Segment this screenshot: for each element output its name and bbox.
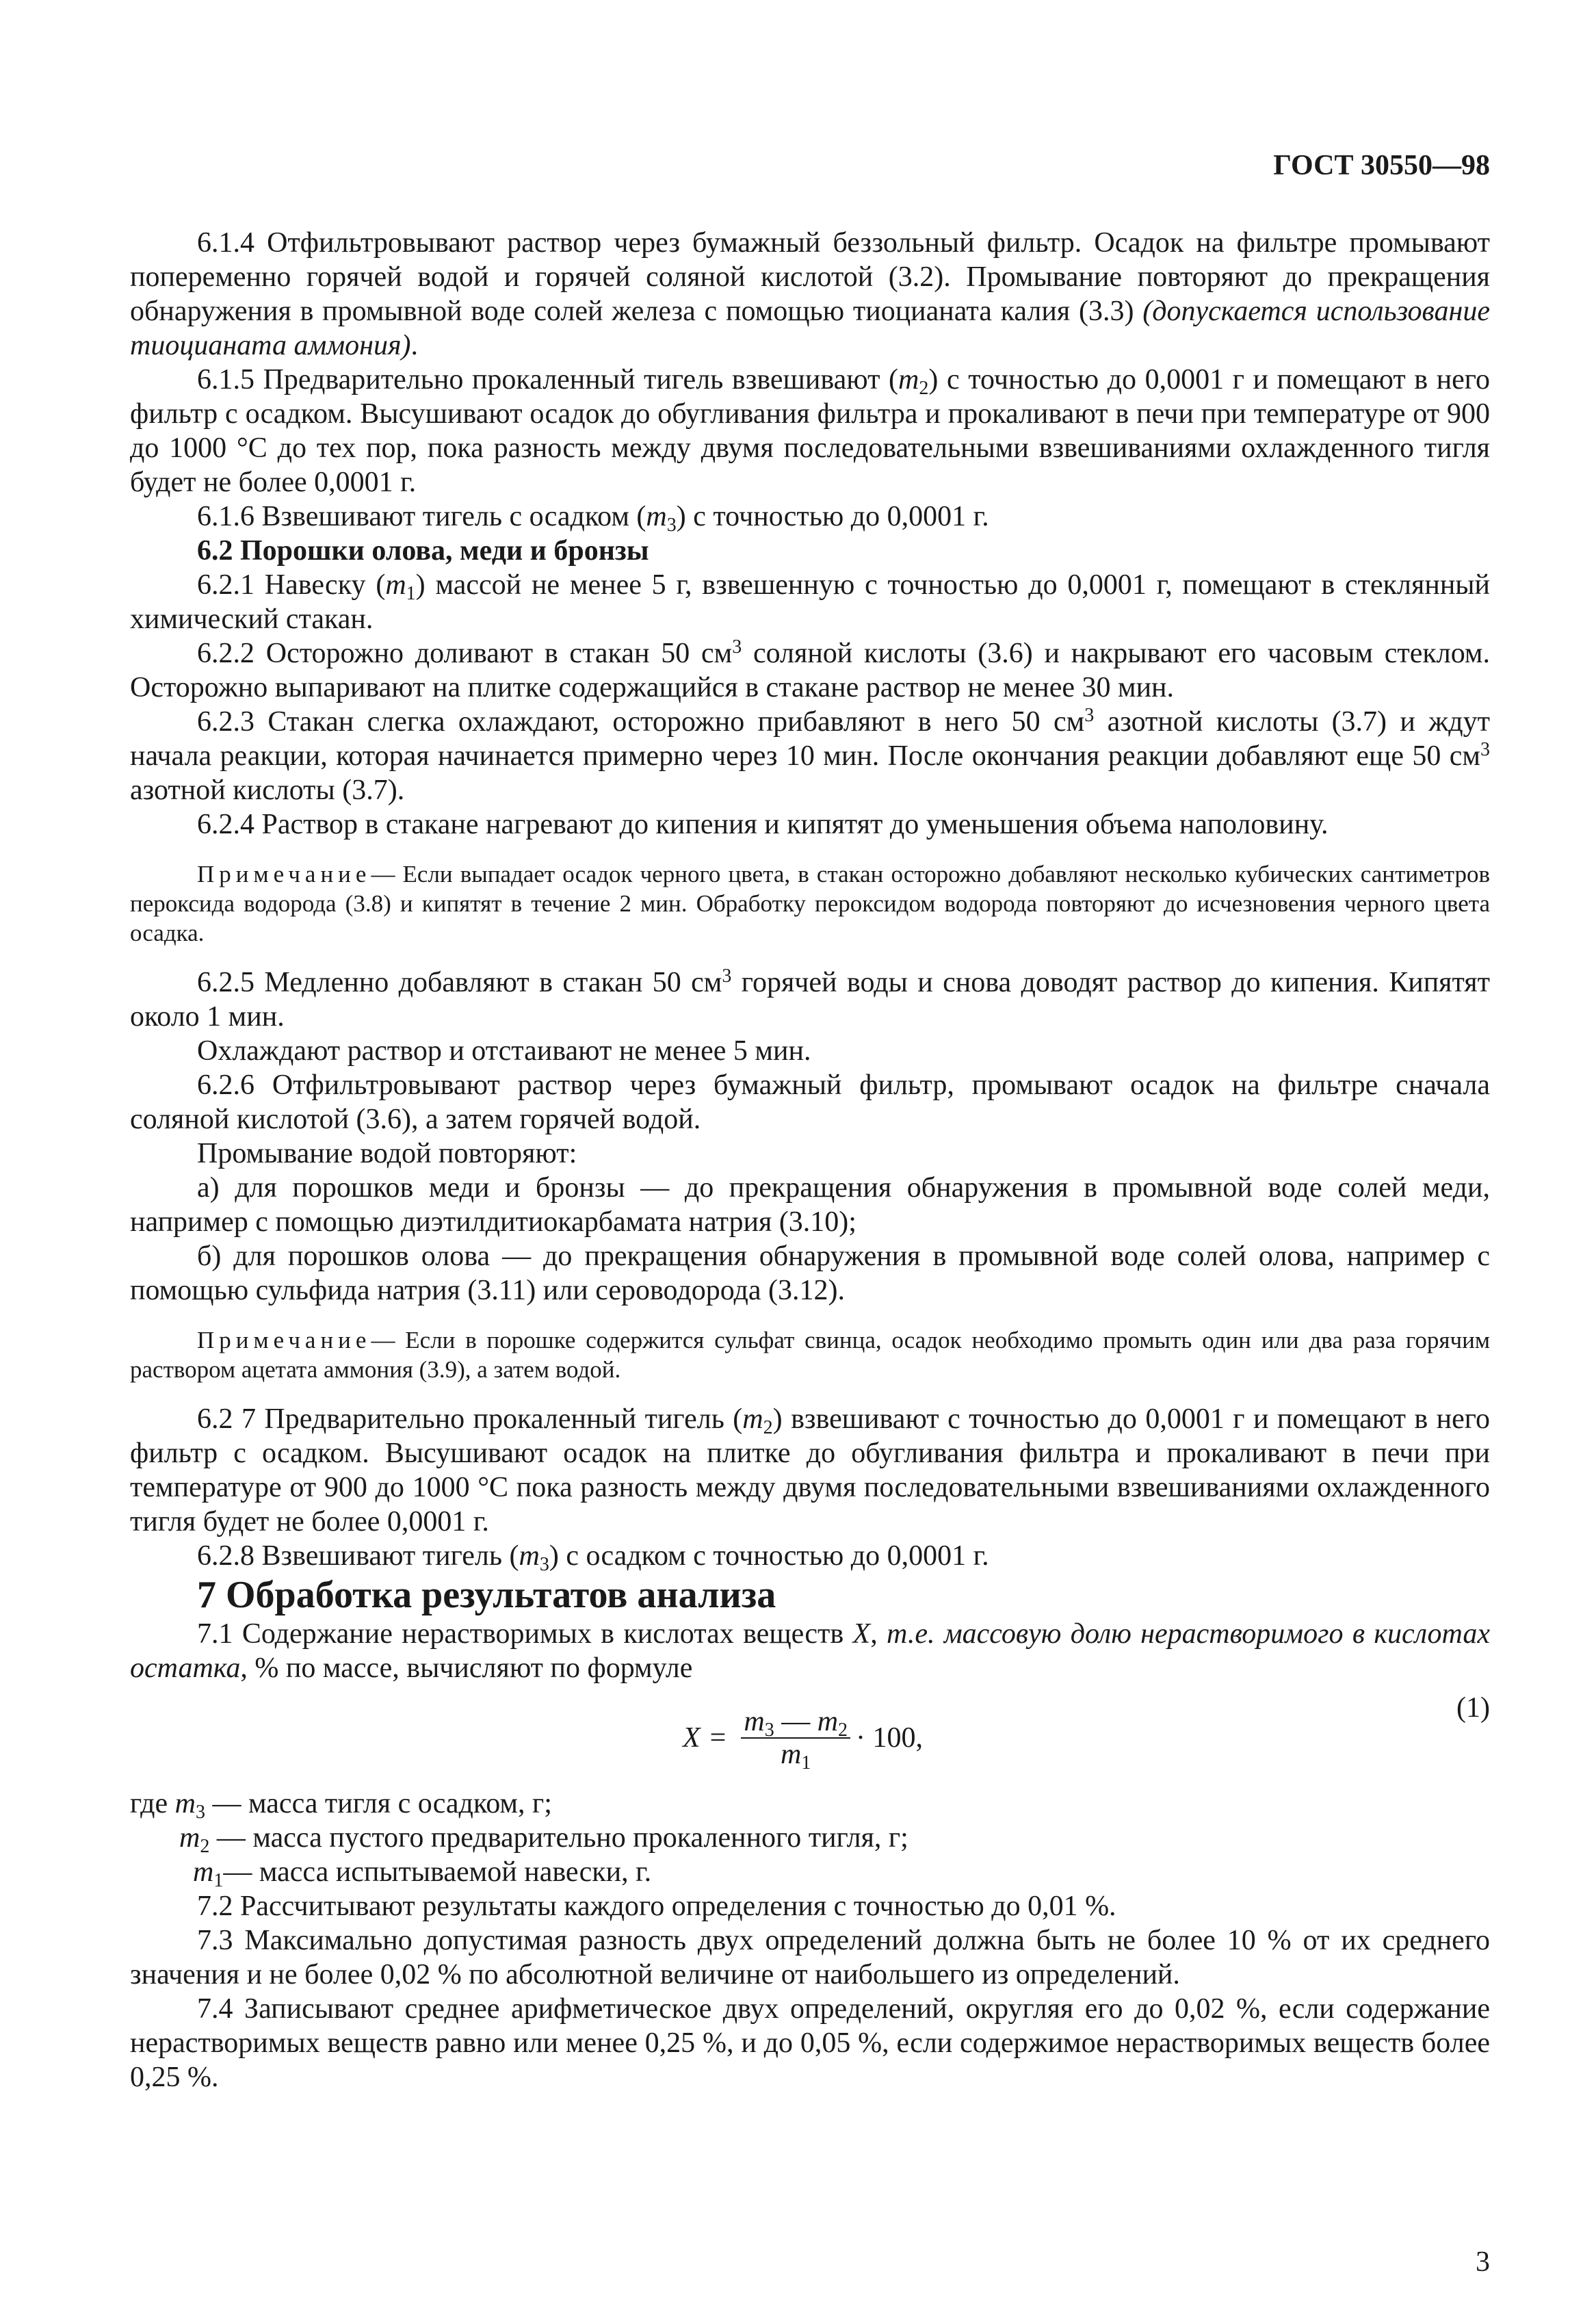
- paragraph-6-2-7: 6.2 7 Предварительно прокаленный тигель $(m_2)$ взвешивают с точностью до 0,0001 г и помещают в него фильтр с осадком. Высушивают осадок на плитке до обугливания фильтра и прокаливают в печи при температуре от 900 до 1000 °C пока разность между двумя последовательными взвешиваниями охлажденного тигля будет не более 0,0001 г.: [130, 1403, 1490, 1537]
- formula-fraction: [741, 1706, 850, 1774]
- formula-number: (1): [1456, 1692, 1490, 1724]
- paragraph-6-2-6-b: Промывание водой повторяют:: [197, 1138, 577, 1169]
- paragraph-7-1: 7.1 Содержание нерастворимых в кислотах веществ X, т.е. массовую долю нерастворимого в кислотах остатка, % по массе, вычисляют по формуле: [130, 1618, 1491, 1684]
- formula-numerator: $m_3$ — $m_2$: [741, 1706, 850, 1739]
- paragraph-6-2-2: 6.2.2 Осторожно доливают в стакан 50 $см^3$ соляной кислоты (3.6) и накрывают его часовым стеклом. Осторожно выпаривают на плитке содержащийся в стакане раствор не менее 30 мин.: [130, 636, 1490, 703]
- list-item-a: а) для порошков меди и бронзы — до прекращения обнаружения в промывной воде солей меди, например с помощью диэтилдитиокарбамата натрия (3.10);: [130, 1172, 1490, 1238]
- paragraph-7-2: 7.2 Рассчитывают результаты каждого определения с точностью до 0,01 %.: [197, 1891, 1116, 1922]
- legend-row: $m_1—$ масса испытываемой навески, г.: [193, 1856, 652, 1891]
- legend-row: $m_2$ — масса пустого предварительно прокаленного тигля, г;: [179, 1822, 908, 1857]
- formula-lhs: X: [683, 1722, 701, 1754]
- paragraph-6-1-4: 6.1.4 Отфильтровывают раствор через бумажный беззольный фильтр. Осадок на фильтре промывают попеременно горячей водой и горячей соляной кислотой (3.2). Промывание повторяют до прекращения обнаружения в промывной воде солей железа с помощью тиоцианата калия (3.3) (допускается использование тиоцианата аммония).: [130, 227, 1490, 361]
- paragraph-6-2-6: 6.2.6 Отфильтровывают раствор через бумажный фильтр, промывают осадок на фильтре сначала соляной кислотой (3.6), а затем горячей водой.: [130, 1069, 1490, 1135]
- subsection-6-2-title: 6.2 Порошки олова, меди и бронзы: [197, 535, 649, 567]
- paragraph-6-2-3: 6.2.3 Стакан слегка охлаждают, осторожно прибавляют в него 50 $см^3$ азотной кислоты (3.7) и ждут начала реакции, которая начинается примерно через 10 мин. После окончания реакции добавляют еще 50 $см^3$ азотной кислоты (3.7).: [130, 705, 1491, 806]
- paragraph-7-3: 7.3 Максимально допустимая разность двух определений должна быть не более 10 % от их среднего значения и не более 0,02 % по абсолютной величине от наибольшего из определений.: [130, 1925, 1490, 1990]
- formula-denominator: $m_1$: [781, 1739, 811, 1774]
- section-7-title: 7 Обработка результатов анализа: [197, 1574, 776, 1616]
- document-body: [130, 226, 1490, 2094]
- formula-1: [130, 1691, 1490, 1773]
- paragraph-6-2-1: 6.2.1 Навеску $(m_1)$ массой не менее 5 г, взвешенную с точностью до 0,0001 г, помещают в стеклянный химический стакан.: [130, 569, 1490, 635]
- paragraph-6-1-5: 6.1.5 Предварительно прокаленный тигель взвешивают $(m_2)$ с точностью до 0,0001 г и помещают в него фильтр с осадком. Высушивают осадок до обугливания фильтра и прокаливают в печи при температуре от 900 до 1000 °C до тех пор, пока разность между двумя последовательными взвешиваниями охлажденного тигля будет не более 0,0001 г.: [130, 364, 1490, 498]
- paragraph-6-2-4: 6.2.4 Раствор в стакане нагревают до кипения и кипятят до уменьшения объема наполовину.: [197, 809, 1329, 840]
- list-item-b: б) для порошков олова — до прекращения обнаружения в промывной воде солей олова, например с помощью сульфида натрия (3.11) или сероводорода (3.12).: [130, 1241, 1490, 1306]
- note-1: Примечание— Если выпадает осадок черного цвета, в стакан осторожно добавляют несколько кубических сантиметров пероксида водорода (3.8) и кипятят в течение 2 мин. Обработку пероксидом водорода повторяют до исчезновения черного цвета осадка.: [130, 861, 1490, 946]
- document-header: ГОСТ 30550—98: [1273, 150, 1490, 181]
- paragraph-6-2-5: 6.2.5 Медленно добавляют в стакан 50 $см^3$ горячей воды и снова доводят раствор до кипения. Кипятят около 1 мин.: [130, 965, 1490, 1033]
- paragraph-6-1-6: 6.1.6 Взвешивают тигель с осадком $(m_3)$ с точностью до 0,0001 г.: [197, 501, 989, 536]
- page-number: 3: [1476, 2246, 1490, 2278]
- formula-tail: · 100,: [856, 1722, 924, 1754]
- formula-equals: =: [709, 1722, 727, 1754]
- note-2: Примечание— Если в порошке содержится сульфат свинца, осадок необходимо промыть один или два раза горячим раствором ацетата аммония (3.9), а затем водой.: [130, 1327, 1490, 1383]
- paragraph-6-2-5-cont: Охлаждают раствор и отстаивают не менее 5 мин.: [197, 1035, 811, 1067]
- formula-legend: [130, 1787, 1490, 1889]
- legend-row: где $m_3$ — масса тигля с осадком, г;: [130, 1788, 552, 1823]
- paragraph-7-4: 7.4 Записывают среднее арифметическое двух определений, округляя его до 0,02 %, если содержание нерастворимых веществ равно или менее 0,25 %, и до 0,05 %, если содержимое нерастворимых веществ более 0,25 %.: [130, 1993, 1490, 2093]
- paragraph-6-2-8: 6.2.8 Взвешивают тигель $(m_3)$ с осадком с точностью до 0,0001 г.: [197, 1540, 989, 1575]
